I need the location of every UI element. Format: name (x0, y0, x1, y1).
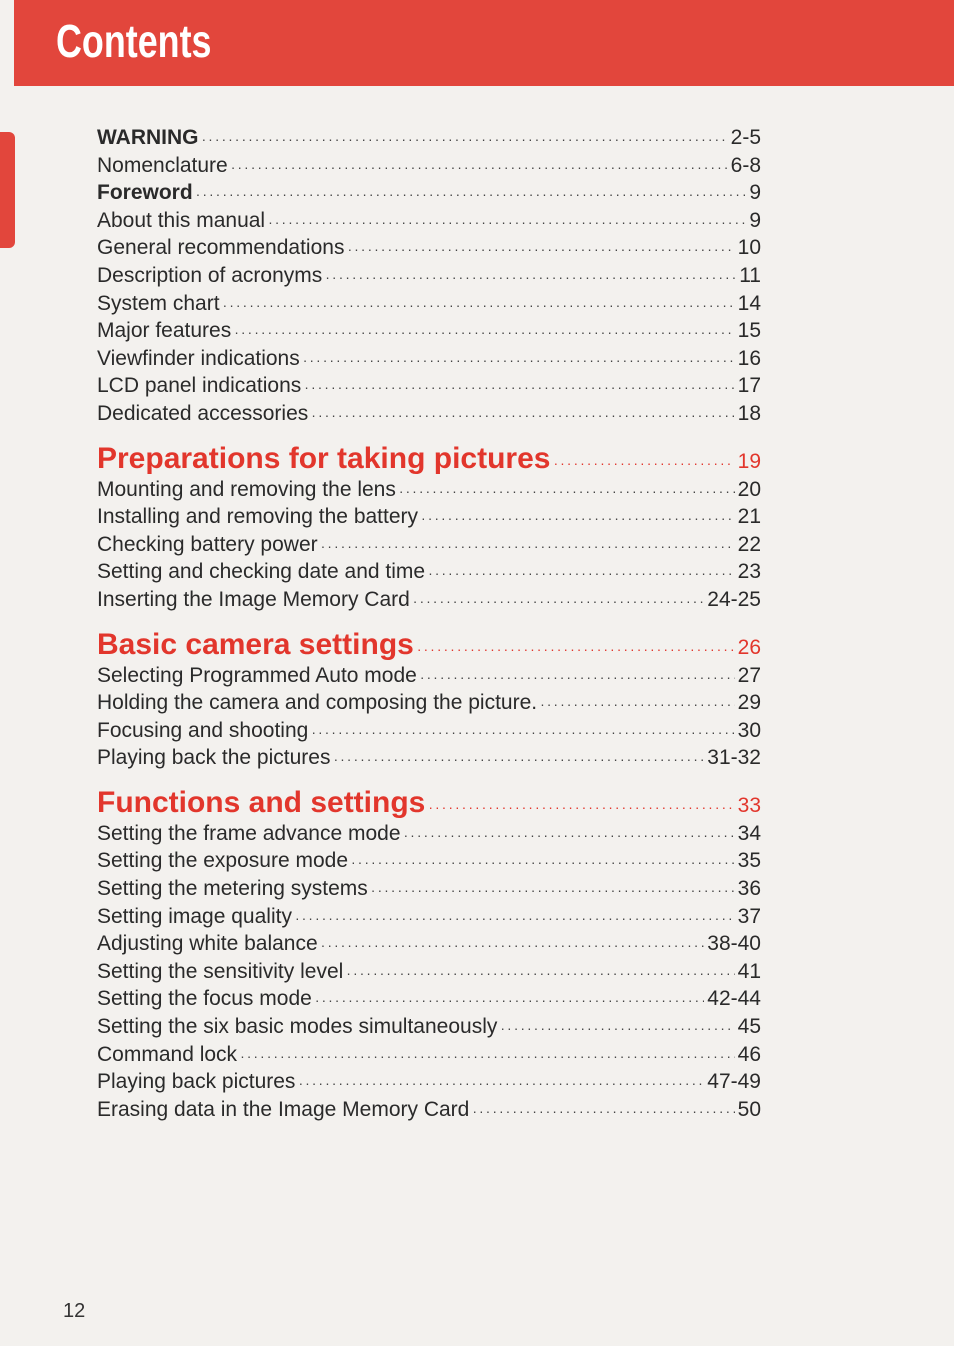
toc-entry-page: 24-25 (707, 587, 761, 611)
toc-entry-label: Setting the focus mode (97, 987, 312, 1011)
toc-entry-page: 31-32 (707, 746, 761, 770)
toc-entry-page: 14 (737, 291, 761, 315)
toc-entry-label: Setting the exposure mode (97, 849, 348, 873)
toc-section-heading-label: Functions and settings (97, 785, 426, 819)
toc-entry-page: 9 (749, 181, 761, 205)
toc-entry-page: 15 (737, 319, 761, 343)
toc-entry[interactable] (97, 1096, 761, 1124)
dot-leader (268, 209, 746, 237)
toc-entry-page: 29 (737, 691, 761, 715)
toc-entry-page: 23 (737, 560, 761, 584)
toc-entry-page: 10 (737, 236, 761, 260)
toc-entry[interactable] (97, 558, 761, 586)
dot-leader (347, 236, 734, 264)
toc-entry[interactable] (97, 207, 761, 235)
dot-leader (428, 790, 734, 824)
dot-leader (500, 1015, 734, 1043)
toc-entry-page: 45 (737, 1015, 761, 1039)
toc-section-heading-page: 33 (737, 793, 761, 817)
dot-leader (298, 1070, 704, 1098)
toc-entry-label: Installing and removing the battery (97, 505, 419, 529)
toc-entry-label: General recommendations (97, 236, 345, 260)
toc-entry[interactable] (97, 903, 761, 931)
toc-entry[interactable] (97, 985, 761, 1013)
dot-leader (421, 505, 735, 533)
toc-entry[interactable] (97, 345, 761, 373)
toc-entry-page: 17 (737, 374, 761, 398)
toc-entry-label: Description of acronyms (97, 263, 323, 287)
toc-entry[interactable] (97, 875, 761, 903)
toc-section-heading-page: 19 (737, 449, 761, 473)
toc-entry[interactable] (97, 179, 761, 207)
toc-entry-page: 9 (749, 208, 761, 232)
dot-leader (295, 905, 735, 933)
toc-entry[interactable] (97, 958, 761, 986)
toc-entry[interactable] (97, 847, 761, 875)
toc-entry[interactable] (97, 400, 761, 428)
toc-entry-label: Major features (97, 319, 232, 343)
toc-section-heading-page: 26 (737, 635, 761, 659)
dot-leader (311, 719, 734, 747)
toc-section-heading-label: Basic camera settings (97, 627, 414, 661)
toc-entry-label: Checking battery power (97, 532, 318, 556)
toc-entry[interactable] (97, 820, 761, 848)
toc-entry-page: 37 (737, 904, 761, 928)
toc-section-heading-label: Preparations for taking pictures (97, 441, 551, 475)
toc-entry-label: Setting the metering systems (97, 877, 368, 901)
toc-entry-page: 27 (737, 663, 761, 687)
dot-leader (325, 264, 736, 292)
toc-entry[interactable] (97, 1068, 761, 1096)
toc-entry[interactable] (97, 124, 761, 152)
dot-leader (346, 960, 734, 988)
toc-entry-label: Command lock (97, 1042, 238, 1066)
page-number: 12 (63, 1300, 86, 1322)
dot-leader (428, 560, 735, 588)
toc-entry-page: 2-5 (730, 126, 761, 149)
toc-entry-page: 42-44 (707, 987, 761, 1011)
dot-leader (351, 849, 735, 877)
dot-leader (472, 1098, 734, 1126)
toc-entry-page: 46 (737, 1042, 761, 1066)
toc-entry[interactable] (97, 1013, 761, 1041)
toc-entry-page: 38-40 (707, 932, 761, 956)
contents-header-bar (14, 0, 954, 86)
toc-section-heading[interactable] (97, 442, 761, 476)
dot-leader (196, 181, 747, 209)
toc-entry[interactable] (97, 744, 761, 772)
toc-entry-label: Inserting the Image Memory Card (97, 587, 410, 611)
toc-entry-label: Nomenclature (97, 153, 228, 177)
dot-leader (234, 319, 734, 347)
toc-entry-page: 20 (737, 477, 761, 501)
toc-entry[interactable] (97, 1041, 761, 1069)
toc-entry-page: 16 (737, 346, 761, 370)
toc-entry[interactable] (97, 717, 761, 745)
toc-entry-page: 21 (737, 505, 761, 529)
toc-entry[interactable] (97, 586, 761, 614)
toc-entry-label: LCD panel indications (97, 374, 302, 398)
dot-leader (371, 877, 735, 905)
toc-entry[interactable] (97, 531, 761, 559)
toc-entry[interactable] (97, 476, 761, 504)
table-of-contents (97, 124, 761, 1123)
toc-entry-page: 11 (739, 263, 761, 287)
toc-entry-page: 30 (737, 718, 761, 742)
toc-entry-label: WARNING (97, 126, 199, 149)
dot-leader (413, 588, 704, 616)
dot-leader (303, 347, 735, 375)
toc-entry-label: Playing back the pictures (97, 746, 331, 770)
toc-entry-label: System chart (97, 291, 220, 315)
toc-section-heading[interactable] (97, 786, 761, 820)
toc-entry[interactable] (97, 262, 761, 290)
toc-entry-label: Setting the frame advance mode (97, 821, 401, 845)
toc-entry[interactable] (97, 234, 761, 262)
toc-entry-page: 36 (737, 877, 761, 901)
chapter-tab-marker (0, 132, 15, 248)
toc-entry-label: Focusing and shooting (97, 718, 309, 742)
dot-leader (304, 374, 734, 402)
toc-entry-label: Playing back pictures (97, 1070, 296, 1094)
toc-entry-page: 18 (737, 401, 761, 425)
toc-entry-label: Adjusting white balance (97, 932, 318, 956)
dot-leader (240, 1043, 735, 1071)
dot-leader (315, 987, 704, 1015)
dot-leader (321, 533, 735, 561)
dot-leader (553, 446, 734, 480)
toc-entry-label: Setting the sensitivity level (97, 959, 344, 983)
page-title: Contents (56, 15, 212, 67)
toc-entry-page: 41 (737, 959, 761, 983)
toc-entry[interactable] (97, 662, 761, 690)
toc-entry[interactable] (97, 152, 761, 180)
dot-leader (333, 746, 704, 774)
toc-entry-label: About this manual (97, 208, 266, 232)
toc-entry-label: Selecting Programmed Auto mode (97, 663, 417, 687)
dot-leader (404, 822, 735, 850)
toc-entry-page: 47-49 (707, 1070, 761, 1094)
toc-entry-label: Setting image quality (97, 904, 292, 928)
toc-entry-page: 35 (737, 849, 761, 873)
toc-entry-page: 6-8 (730, 153, 761, 177)
dot-leader (420, 664, 735, 692)
toc-entry-label: Mounting and removing the lens (97, 477, 396, 501)
toc-section-heading[interactable] (97, 628, 761, 662)
toc-entry-label: Dedicated accessories (97, 401, 309, 425)
toc-entry[interactable] (97, 290, 761, 318)
toc-entry-label: Holding the camera and composing the picture. (97, 691, 538, 715)
toc-entry[interactable] (97, 372, 761, 400)
dot-leader (311, 402, 734, 430)
dot-leader (399, 478, 735, 506)
dot-leader (417, 632, 735, 666)
toc-entry-label: Erasing data in the Image Memory Card (97, 1097, 470, 1121)
toc-entry-label: Viewfinder indications (97, 346, 300, 370)
toc-entry-page: 50 (737, 1097, 761, 1121)
toc-entry[interactable] (97, 689, 761, 717)
dot-leader (231, 154, 728, 182)
dot-leader (223, 292, 735, 320)
dot-leader (540, 691, 735, 719)
toc-entry-label: Setting the six basic modes simultaneously (97, 1015, 498, 1039)
toc-entry[interactable] (97, 317, 761, 345)
toc-entry[interactable] (97, 930, 761, 958)
toc-entry-label: Foreword (97, 181, 193, 205)
toc-entry[interactable] (97, 503, 761, 531)
toc-entry-label: Setting and checking date and time (97, 560, 426, 584)
dot-leader (202, 126, 728, 154)
toc-entry-page: 34 (737, 821, 761, 845)
dot-leader (321, 932, 705, 960)
toc-entry-page: 22 (737, 532, 761, 556)
